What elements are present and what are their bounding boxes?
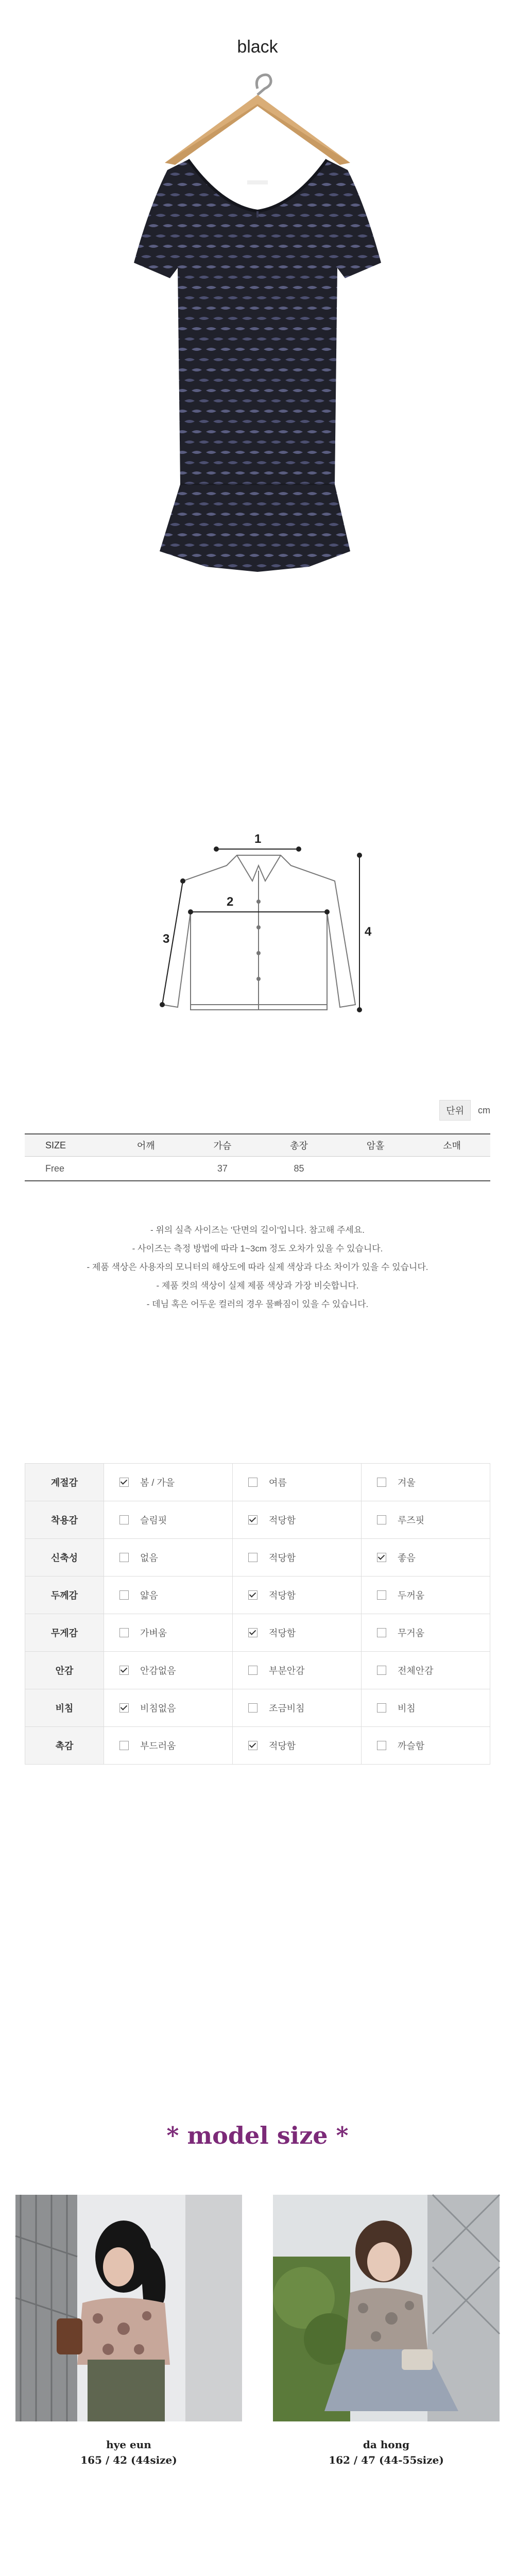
header-size: SIZE	[25, 1134, 108, 1157]
attribute-option	[362, 1614, 490, 1652]
header-shoulder: 어깨	[108, 1134, 184, 1157]
diagram-label-2: 2	[227, 895, 234, 909]
empty-checkbox-icon	[119, 1590, 129, 1600]
attribute-option	[362, 1464, 490, 1501]
attribute-option	[233, 1501, 362, 1539]
empty-checkbox-icon	[248, 1478, 258, 1487]
empty-checkbox-icon	[377, 1741, 386, 1750]
model-size-title: * model size *	[166, 2122, 349, 2149]
header-chest: 가슴	[184, 1134, 261, 1157]
attribute-label: 촉감	[25, 1727, 104, 1765]
attribute-label: 비침	[25, 1689, 104, 1727]
size-notes	[0, 1221, 515, 1314]
attribute-option	[104, 1577, 233, 1614]
checked-checkbox-icon	[248, 1741, 258, 1750]
cell-size: Free	[25, 1157, 108, 1181]
attribute-option-label: 적당함	[269, 1553, 296, 1563]
attribute-label: 계절감	[25, 1464, 104, 1501]
cell-shoulder	[108, 1157, 184, 1181]
attribute-row	[25, 1464, 490, 1501]
attribute-option	[233, 1464, 362, 1501]
attribute-option-label: 가벼움	[140, 1628, 167, 1638]
attribute-option	[104, 1539, 233, 1577]
attribute-option	[104, 1464, 233, 1501]
attribute-option-label: 봄 / 가을	[140, 1478, 175, 1488]
cell-sleeve	[414, 1157, 490, 1181]
attribute-option	[104, 1652, 233, 1689]
checked-checkbox-icon	[119, 1703, 129, 1713]
model-photo-2	[273, 2195, 500, 2421]
attribute-row	[25, 1652, 490, 1689]
note-line: - 제품 컷의 색상이 실제 제품 색상과 가장 비슷합니다.	[156, 1281, 359, 1291]
empty-checkbox-icon	[377, 1703, 386, 1713]
empty-checkbox-icon	[119, 1553, 129, 1562]
attribute-option-label: 얇음	[140, 1590, 158, 1601]
attribute-option	[362, 1539, 490, 1577]
note-line: - 사이즈는 측정 방법에 따라 1~3cm 정도 오차가 있을 수 있습니다.	[132, 1244, 383, 1253]
note-line: - 위의 실측 사이즈는 '단면의 길이'입니다. 참고해 주세요.	[150, 1225, 365, 1235]
attribute-option-label: 전체안감	[398, 1666, 434, 1676]
size-table	[25, 1133, 490, 1181]
attribute-label: 신축성	[25, 1539, 104, 1577]
attribute-option-label: 두꺼움	[398, 1590, 425, 1601]
attribute-option	[233, 1689, 362, 1727]
attribute-option	[362, 1689, 490, 1727]
attribute-option-label: 까슬함	[398, 1741, 425, 1751]
attribute-option-label: 조금비침	[269, 1703, 305, 1714]
header-armhole: 암홀	[337, 1134, 414, 1157]
diagram-label-3: 3	[163, 932, 170, 946]
empty-checkbox-icon	[119, 1741, 129, 1750]
attribute-option	[233, 1652, 362, 1689]
attribute-row	[25, 1689, 490, 1727]
product-photo	[103, 57, 412, 613]
attribute-option	[233, 1539, 362, 1577]
unit-selector	[439, 1100, 490, 1121]
header-sleeve: 소매	[414, 1134, 490, 1157]
attribute-option	[362, 1577, 490, 1614]
model-caption-1	[15, 2437, 242, 2468]
attribute-option-label: 비침없음	[140, 1703, 176, 1714]
attribute-option	[233, 1577, 362, 1614]
attribute-option-label: 여름	[269, 1478, 287, 1488]
empty-checkbox-icon	[377, 1666, 386, 1675]
diagram-label-1: 1	[254, 832, 262, 846]
size-table-header-row	[25, 1134, 490, 1157]
attribute-option-label: 부드러움	[140, 1741, 176, 1751]
note-line: - 제품 색상은 사용자의 모니터의 해상도에 따라 실제 색상과 다소 차이가 있을 수 있습니다.	[87, 1262, 428, 1272]
attribute-option-label: 적당함	[269, 1741, 296, 1751]
attribute-option-label: 적당함	[269, 1515, 296, 1526]
checked-checkbox-icon	[119, 1478, 129, 1487]
measurement-diagram	[149, 832, 372, 1051]
empty-checkbox-icon	[119, 1515, 129, 1524]
attribute-label: 안감	[25, 1652, 104, 1689]
fabric-attributes-table	[25, 1463, 490, 1765]
attribute-option-label: 루즈핏	[398, 1515, 425, 1526]
empty-checkbox-icon	[248, 1666, 258, 1675]
attribute-option	[104, 1614, 233, 1652]
attribute-option-label: 좋음	[398, 1553, 416, 1563]
model-size: 165 / 42 (44size)	[80, 2454, 177, 2466]
checked-checkbox-icon	[248, 1515, 258, 1524]
empty-checkbox-icon	[248, 1553, 258, 1562]
attribute-option-label: 적당함	[269, 1590, 296, 1601]
attribute-option-label: 부분안감	[269, 1666, 305, 1676]
empty-checkbox-icon	[248, 1703, 258, 1713]
attribute-option	[104, 1727, 233, 1765]
unit-button[interactable]: 단위	[439, 1100, 471, 1121]
attribute-option-label: 비침	[398, 1703, 416, 1714]
empty-checkbox-icon	[119, 1628, 129, 1637]
attribute-option-label: 무거움	[398, 1628, 425, 1638]
attribute-row	[25, 1727, 490, 1765]
checked-checkbox-icon	[377, 1553, 386, 1562]
attribute-label: 착용감	[25, 1501, 104, 1539]
empty-checkbox-icon	[377, 1590, 386, 1600]
attribute-option	[362, 1727, 490, 1765]
attribute-label: 무게감	[25, 1614, 104, 1652]
attribute-option-label: 적당함	[269, 1628, 296, 1638]
attribute-option-label: 겨울	[398, 1478, 416, 1488]
cell-chest: 37	[184, 1157, 261, 1181]
attribute-row	[25, 1614, 490, 1652]
checked-checkbox-icon	[119, 1666, 129, 1675]
header-length: 총장	[261, 1134, 337, 1157]
attribute-option-label: 슬림핏	[140, 1515, 167, 1526]
table-row	[25, 1157, 490, 1181]
attribute-option	[233, 1727, 362, 1765]
model-name: hye eun	[106, 2438, 151, 2451]
attribute-option	[233, 1614, 362, 1652]
attribute-option	[104, 1689, 233, 1727]
empty-checkbox-icon	[377, 1478, 386, 1487]
attribute-row	[25, 1501, 490, 1539]
attribute-option	[104, 1501, 233, 1539]
unit-label: cm	[478, 1105, 490, 1115]
color-name: black	[237, 37, 278, 57]
checked-checkbox-icon	[248, 1628, 258, 1637]
model-caption-2	[273, 2437, 500, 2468]
attribute-option-label: 안감없음	[140, 1666, 176, 1676]
diagram-label-4: 4	[365, 925, 372, 939]
empty-checkbox-icon	[377, 1515, 386, 1524]
checked-checkbox-icon	[248, 1590, 258, 1600]
note-line: - 데님 혹은 어두운 컬러의 경우 물빠짐이 있을 수 있습니다.	[146, 1299, 369, 1309]
empty-checkbox-icon	[377, 1628, 386, 1637]
attribute-label: 두께감	[25, 1577, 104, 1614]
cell-armhole	[337, 1157, 414, 1181]
model-size: 162 / 47 (44-55size)	[329, 2454, 444, 2466]
attribute-option-label: 없음	[140, 1553, 158, 1563]
attribute-option	[362, 1652, 490, 1689]
model-name: da hong	[363, 2438, 410, 2451]
model-photo-1	[15, 2195, 242, 2421]
cell-length: 85	[261, 1157, 337, 1181]
attribute-row	[25, 1577, 490, 1614]
attribute-row	[25, 1539, 490, 1577]
attribute-option	[362, 1501, 490, 1539]
